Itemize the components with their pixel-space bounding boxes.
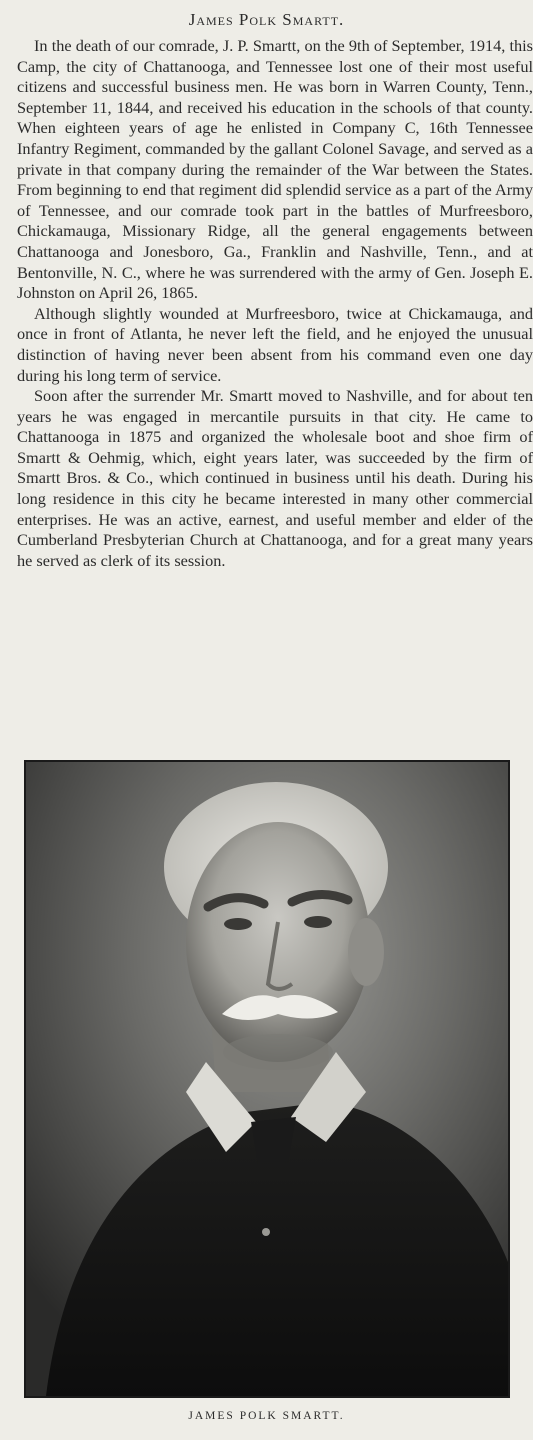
article-body [17, 36, 533, 571]
article-paragraph: In the death of our comrade, J. P. Smartt, on the 9th of September, 1914, this Camp, the city of Chattanooga, and Tennessee lost one of their most useful citizens and successful business men. He was born in Warren County, Tenn., September 11, 1844, and received his education in the schools of that county. When eighteen years of age he enlisted in Company C, 16th Tennessee Infantry Regiment, commanded by the gallant Colonel Savage, and served as a private in that company during the remainder of the War between the States. From beginning to end that regiment did splendid service as a part of the Army of Tennessee, and our comrade took part in the battles of Murfreesboro, Chickamauga, Missionary Ridge, all the general engagements between Chattanooga and Jonesboro, Ga., Franklin and Nashville, Tenn., and at Bentonville, N. C., where he was surrendered with the army of Gen. Joseph E. Johnston on April 26, 1865. [17, 36, 533, 303]
article-heading: James Polk Smartt. [188, 10, 345, 29]
article-paragraph: Although slightly wounded at Murfreesboro, twice at Chickamauga, and once in front of Atlanta, he never left the field, and he enjoyed the unusual distinction of having never been absent from his command even one day during his long term of service. [17, 303, 533, 385]
portrait-caption: JAMES POLK SMARTT. [188, 1410, 345, 1422]
portrait-photo [24, 760, 510, 1398]
portrait-illustration [26, 762, 508, 1396]
article-paragraph: Soon after the surrender Mr. Smartt moved to Nashville, and for about ten years he was engaged in mercantile pursuits in that city. He came to Chattanooga in 1875 and organized the wholesale boot and shoe firm of Smartt & Oehmig, which, eight years later, was succeeded by the firm of Smartt Bros. & Co., which continued in business until his death. During his long residence in this city he became interested in many other commercial enterprises. He was an active, earnest, and useful member and elder of the Cumberland Presbyterian Church at Chattanooga, and for a great many years he served as clerk of its session. [17, 386, 533, 570]
